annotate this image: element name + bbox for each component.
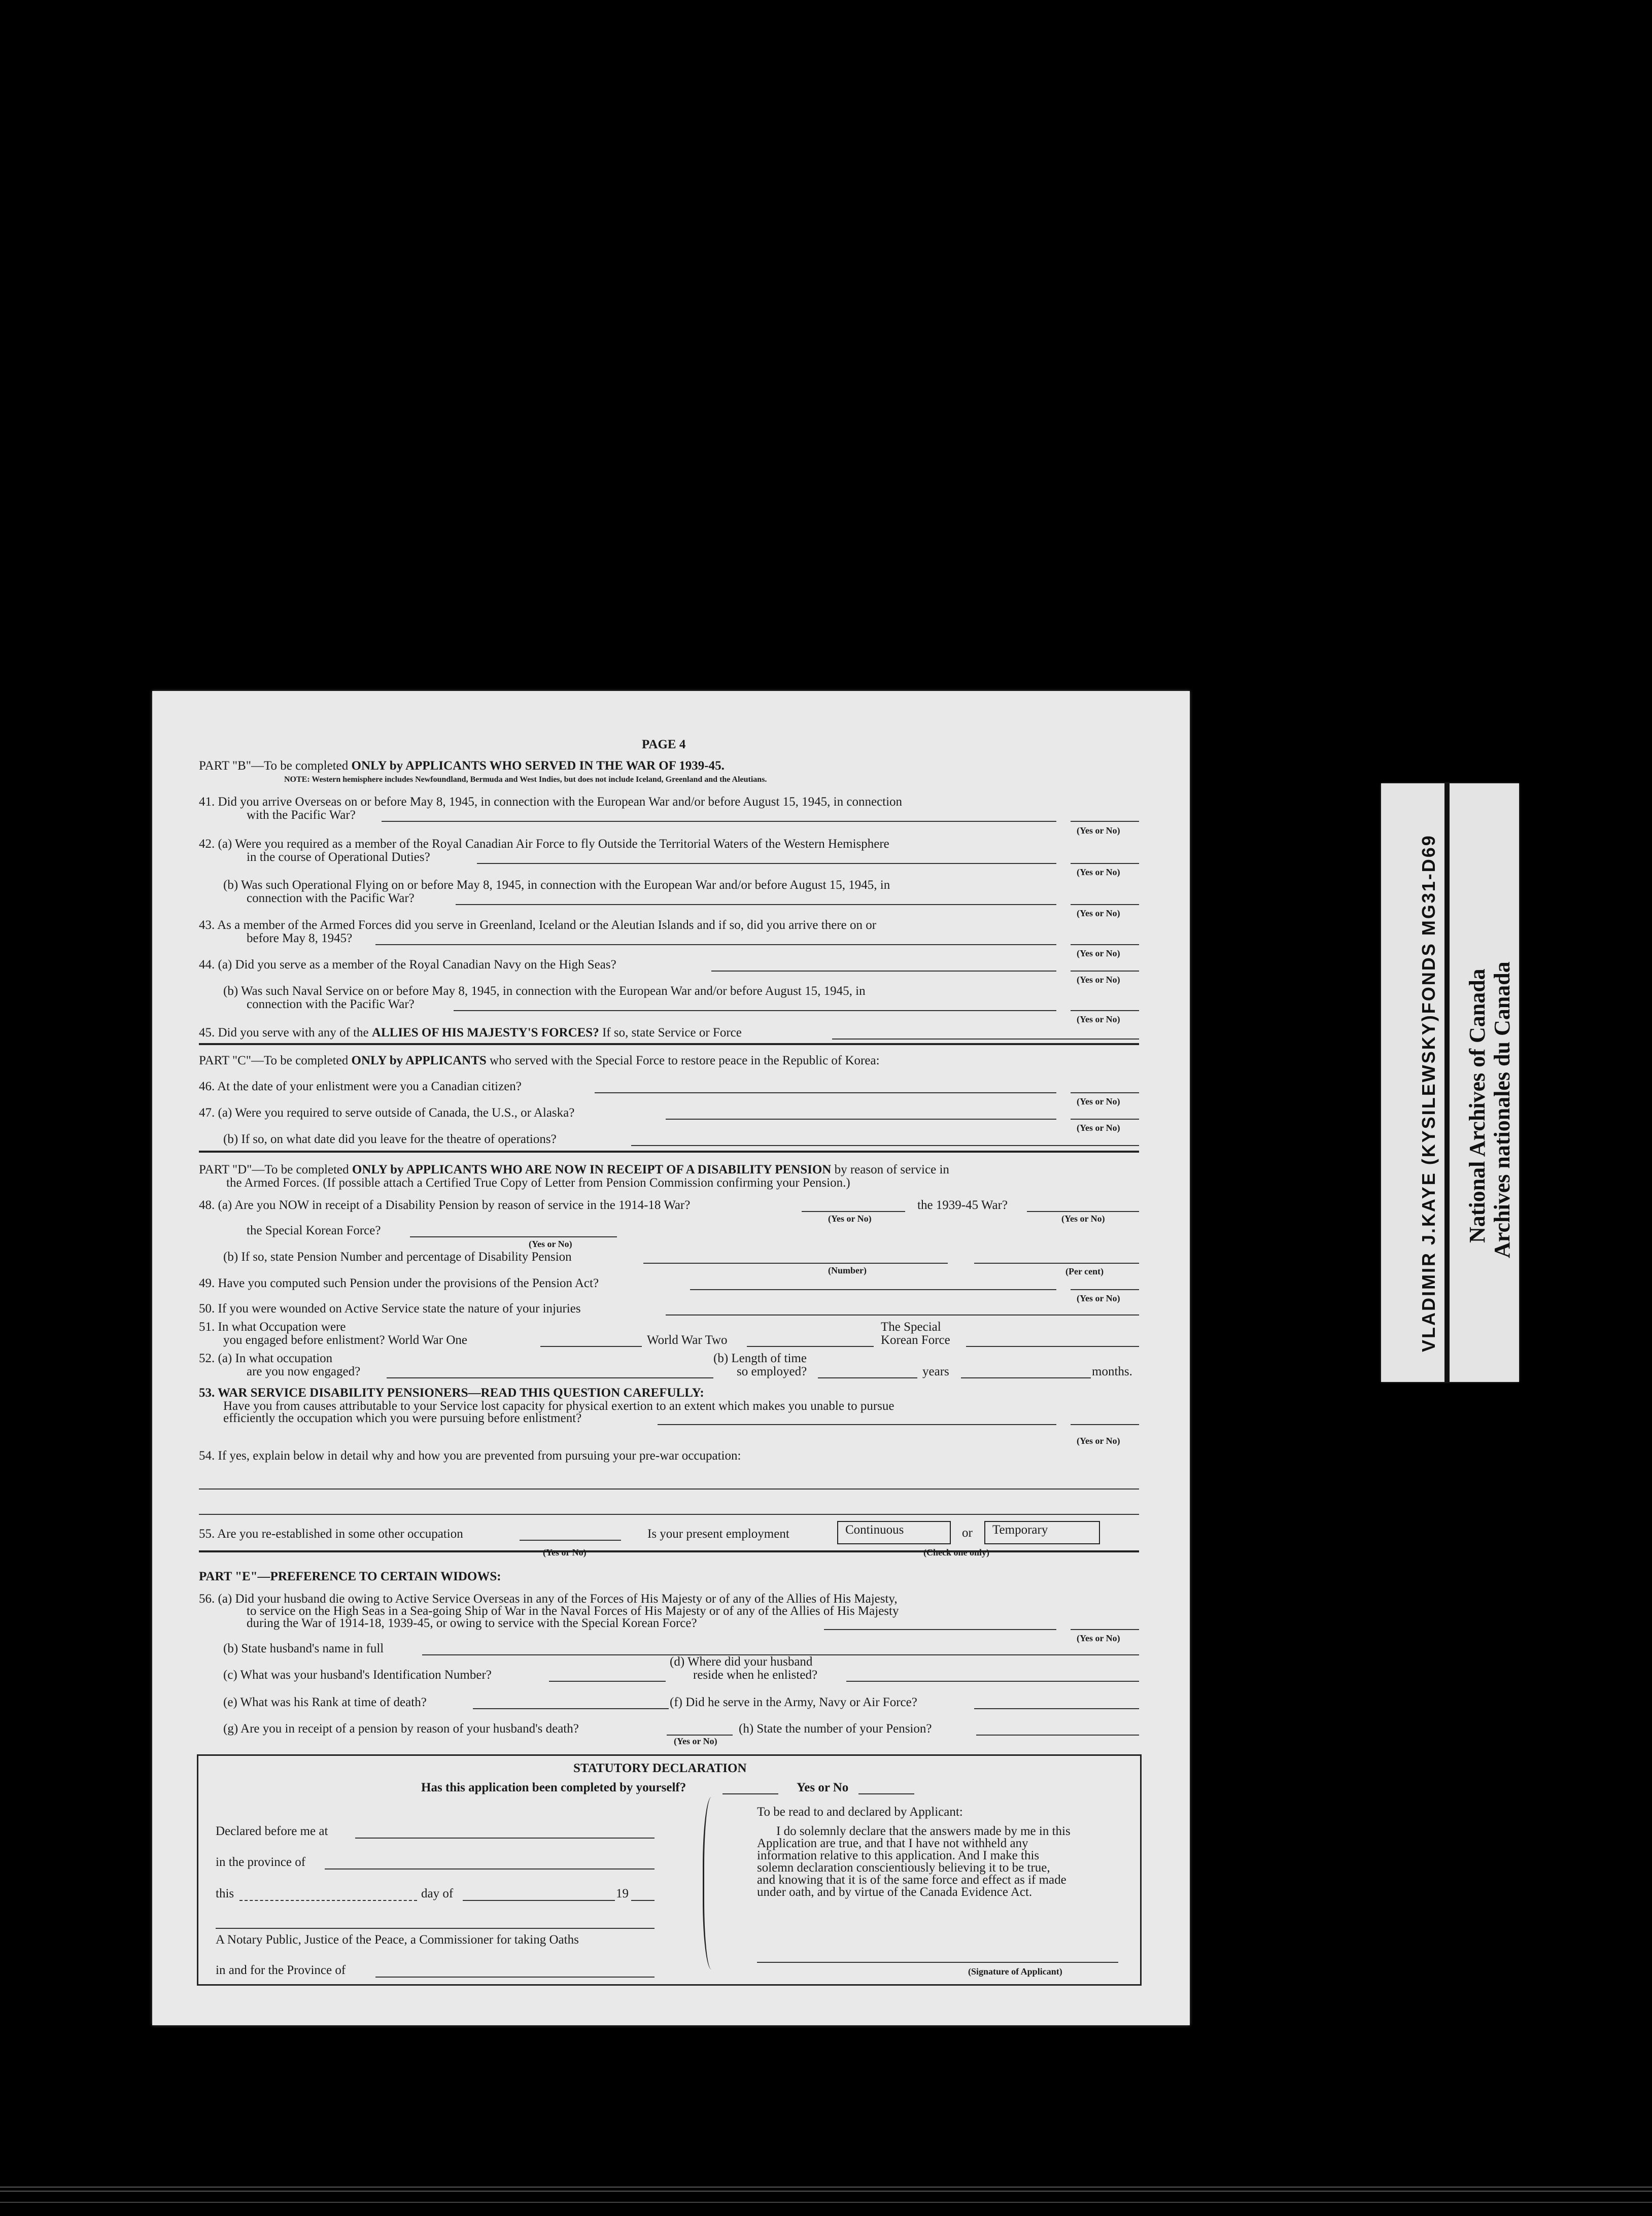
q43-yes-no-line[interactable] (1071, 944, 1139, 945)
q52b-years-label: years (922, 1365, 949, 1378)
q49-yes-no-label: (Yes or No) (1077, 1293, 1120, 1303)
q56b-text: (b) State husband's name in full (223, 1642, 384, 1655)
q53-yes-no-label: (Yes or No) (1077, 1436, 1120, 1446)
q54-answer-line-1[interactable] (199, 1488, 1139, 1490)
or-label: or (962, 1526, 973, 1540)
declaration-text-1: I do solemnly declare that the answers made by me in this (776, 1824, 1071, 1838)
q52b-months-line[interactable] (961, 1377, 1091, 1378)
q47b-text: (b) If so, on what date did you leave for the theatre of operations? (223, 1132, 557, 1146)
declaration-yes-no: Yes or No (797, 1781, 849, 1794)
q45-answer-line[interactable] (832, 1038, 1139, 1040)
q41-yes-no-label: (Yes or No) (1077, 825, 1120, 836)
q56e-answer-line[interactable] (473, 1708, 669, 1709)
q46-text: 46. At the date of your enlistment were you a Canadian citizen? (199, 1080, 522, 1093)
q51-ww2-answer-line[interactable] (747, 1346, 874, 1347)
q51-ww1-answer-line[interactable] (540, 1346, 642, 1347)
temporary-checkbox[interactable]: Temporary (984, 1521, 1100, 1544)
q55-yes-no-label: (Yes or No) (543, 1547, 587, 1557)
q48a-1914-yes-no-label: (Yes or No) (828, 1214, 872, 1224)
year-prefix: 19 (616, 1887, 629, 1900)
q47a-yes-no-line[interactable] (1071, 1119, 1139, 1120)
part-c-heading: PART "C"—To be completed ONLY by APPLICANTS who served with the Special Force to restore peace in the Republic of Korea: (199, 1054, 880, 1067)
q41-line1: 41. Did you arrive Overseas on or before May 8, 1945, in connection with the European War and/or before August 15, 1945, in connection (199, 795, 903, 809)
q51-special-line1: The Special (881, 1320, 941, 1334)
q46-answer-line[interactable] (595, 1092, 1056, 1093)
archive-label-divider (1444, 783, 1450, 1382)
part-b-heading: PART "B"—To be completed ONLY by APPLICANTS WHO SERVED IN THE WAR OF 1939-45. (199, 759, 725, 773)
day-of-line[interactable] (463, 1900, 615, 1901)
this-date-line[interactable] (239, 1900, 417, 1901)
declaration-question-line[interactable] (722, 1793, 778, 1794)
q48a-1939-label: the 1939-45 War? (917, 1198, 1008, 1212)
year-line[interactable] (631, 1900, 655, 1901)
q52b-line1: (b) Length of time (713, 1352, 807, 1365)
continuous-checkbox[interactable]: Continuous (837, 1521, 951, 1544)
declaration-brace (703, 1797, 725, 1969)
q53-yes-no-line[interactable] (1071, 1424, 1139, 1425)
province-line[interactable] (325, 1868, 655, 1869)
in-for-province-line[interactable] (375, 1977, 655, 1978)
declaration-text-4: solemn declaration conscientiously believing it to be true, (757, 1861, 1050, 1875)
q52b-years-line[interactable] (818, 1377, 917, 1378)
q43-answer-line[interactable] (375, 944, 1056, 945)
part-b-note: NOTE: Western hemisphere includes Newfoundland, Bermuda and West Indies, but does not include Iceland, Greenland and the Aleutians. (284, 775, 767, 784)
q50-text: 50. If you were wounded on Active Service state the nature of your injuries (199, 1302, 581, 1315)
q56a-line3: during the War of 1914-18, 1939-45, or owing to service with the Special Korean Force? (247, 1616, 697, 1630)
q48b-percent-line[interactable] (974, 1263, 1139, 1264)
q53-line2: Have you from causes attributable to your Service lost capacity for physical exertion to an extent which makes you unable to pursue (223, 1399, 894, 1413)
declaration-question: Has this application been completed by yourself? (421, 1781, 686, 1794)
declaration-text-2: Application are true, and that I have not withheld any (757, 1837, 1028, 1850)
q47a-text: 47. (a) Were you required to serve outside of Canada, the U.S., or Alaska? (199, 1106, 575, 1120)
q53-heading: 53. WAR SERVICE DISABILITY PENSIONERS—READ THIS QUESTION CAREFULLY: (199, 1386, 704, 1400)
q52b-line2: so employed? (737, 1365, 807, 1378)
form-page (152, 691, 1190, 2025)
q42a-answer-line[interactable] (477, 863, 1056, 864)
this-label: this (216, 1887, 234, 1900)
province-label: in the province of (216, 1855, 306, 1869)
q56a-line1: 56. (a) Did your husband die owing to Active Service Overseas in any of the Forces of His Majesty or of any of the Allies of His Majesty, (199, 1592, 898, 1606)
q56a-line2: to service on the High Seas in a Sea-going Ship of War in the Naval Forces of His Majesty or of any of the Allies of His Majesty (247, 1604, 899, 1618)
declaration-title: STATUTORY DECLARATION (573, 1761, 747, 1775)
declared-before-line[interactable] (355, 1838, 655, 1839)
q48b-text: (b) If so, state Pension Number and percentage of Disability Pension (223, 1250, 572, 1264)
q42a-yes-no-label: (Yes or No) (1077, 867, 1120, 877)
q50-answer-line[interactable] (666, 1314, 1139, 1315)
q53-answer-line[interactable] (658, 1424, 1056, 1425)
q44a-answer-line[interactable] (711, 971, 1056, 972)
q47b-answer-line[interactable] (631, 1145, 1139, 1146)
applicant-signature-label: (Signature of Applicant) (968, 1966, 1062, 1977)
q44b-yes-no-line[interactable] (1071, 1010, 1139, 1011)
q56c-text: (c) What was your husband's Identification Number? (223, 1668, 492, 1682)
q56g-answer-line[interactable] (667, 1735, 733, 1736)
q45-text: 45. Did you serve with any of the ALLIES OF HIS MAJESTY'S FORCES? If so, state Service or Force (199, 1026, 742, 1040)
q52b-months-label: months. (1092, 1365, 1132, 1378)
q48a-1939-yes-no-label: (Yes or No) (1061, 1214, 1105, 1224)
q56d-line2: reside when he enlisted? (693, 1668, 818, 1682)
q55-answer-line[interactable] (520, 1540, 621, 1541)
q44b-answer-line[interactable] (454, 1010, 1056, 1011)
q56f-text: (f) Did he serve in the Army, Navy or Air Force? (670, 1695, 917, 1709)
q42a-line2: in the course of Operational Duties? (247, 850, 430, 864)
q47a-answer-line[interactable] (666, 1119, 1056, 1120)
bottom-band-line (0, 2202, 1652, 2203)
q43-yes-no-label: (Yes or No) (1077, 948, 1120, 958)
in-for-province-label: in and for the Province of (216, 1963, 346, 1977)
declaration-yes-no-line[interactable] (858, 1793, 914, 1794)
q55-employment-label: Is your present employment (647, 1527, 789, 1541)
q42b-answer-line[interactable] (456, 904, 1056, 905)
q48b-number-label: (Number) (828, 1265, 867, 1275)
q48a-text: 48. (a) Are you NOW in receipt of a Disability Pension by reason of service in the 1914-18 War? (199, 1198, 691, 1212)
q44b-yes-no-label: (Yes or No) (1077, 1014, 1120, 1024)
q48b-percent-label: (Per cent) (1065, 1266, 1104, 1276)
q44a-yes-no-line[interactable] (1071, 971, 1139, 972)
applicant-signature-line[interactable] (757, 1962, 1118, 1963)
declared-before-label: Declared before me at (216, 1824, 328, 1838)
q46-yes-no-label: (Yes or No) (1077, 1096, 1120, 1106)
part-b-rule (199, 1043, 1139, 1045)
q42b-yes-no-line[interactable] (1071, 904, 1139, 905)
q56e-text: (e) What was his Rank at time of death? (223, 1695, 427, 1709)
q42a-yes-no-line[interactable] (1071, 863, 1139, 864)
q52a-line1: 52. (a) In what occupation (199, 1352, 333, 1365)
q51-korean-answer-line[interactable] (966, 1346, 1139, 1347)
part-e-heading: PART "E"—PREFERENCE TO CERTAIN WIDOWS: (199, 1570, 501, 1583)
part-c-rule (199, 1151, 1139, 1153)
declaration-text-6: under oath, and by virtue of the Canada Evidence Act. (757, 1885, 1032, 1899)
q54-text: 54. If yes, explain below in detail why and how you are prevented from pursuing your pre-war occupation: (199, 1449, 741, 1463)
q49-text: 49. Have you computed such Pension under the provisions of the Pension Act? (199, 1276, 599, 1290)
q42a-line1: 42. (a) Were you required as a member of the Royal Canadian Air Force to fly Outside the Territorial Waters of the Western Hemisphere (199, 837, 889, 851)
q56a-answer-line[interactable] (824, 1629, 1056, 1630)
check-one-label: (Check one only) (923, 1547, 989, 1557)
q56a-yes-no-label: (Yes or No) (1077, 1633, 1120, 1643)
q56g-yes-no-label: (Yes or No) (674, 1736, 717, 1746)
q41-line2: with the Pacific War? (247, 808, 356, 822)
q48a-korean-yes-no-label: (Yes or No) (529, 1239, 572, 1249)
q54-answer-line-2[interactable] (199, 1514, 1139, 1515)
q47a-yes-no-label: (Yes or No) (1077, 1123, 1120, 1133)
q51-line1: 51. In what Occupation were (199, 1320, 346, 1334)
q49-yes-no-line[interactable] (1071, 1289, 1139, 1290)
q49-answer-line[interactable] (690, 1289, 1056, 1290)
read-to-label: To be read to and declared by Applicant: (757, 1805, 963, 1819)
q42b-yes-no-label: (Yes or No) (1077, 908, 1120, 918)
q56d-answer-line[interactable] (846, 1681, 1139, 1682)
q56h-text: (h) State the number of your Pension? (739, 1722, 932, 1736)
q48a-korean-answer-line[interactable] (410, 1236, 617, 1237)
part-d-heading: PART "D"—To be completed ONLY by APPLICANTS WHO ARE NOW IN RECEIPT OF A DISABILITY PENSION by reason of service in (199, 1163, 949, 1176)
q41-yes-no-line[interactable] (1071, 821, 1139, 822)
q43-line1: 43. As a member of the Armed Forces did you serve in Greenland, Iceland or the Aleutian Islands and if so, did you arrive there on or (199, 918, 877, 932)
notary-signature-line[interactable] (216, 1928, 655, 1929)
declaration-text-3: information relative to this application. And I make this (757, 1849, 1040, 1862)
declaration-text-5: and knowing that it is of the same force and effect as if made (757, 1873, 1066, 1887)
q48b-number-line[interactable] (643, 1263, 948, 1264)
q42b-line1: (b) Was such Operational Flying on or before May 8, 1945, in connection with the European War and/or before August 15, 1945, in (223, 878, 890, 892)
q42b-line2: connection with the Pacific War? (247, 891, 415, 905)
part-d-heading-line2: the Armed Forces. (If possible attach a Certified True Copy of Letter from Pension Commission confirming your Pension.) (226, 1176, 850, 1190)
q52a-answer-line[interactable] (387, 1377, 713, 1378)
q51-line2: you engaged before enlistment? World War One (223, 1333, 468, 1347)
q53-line3: efficiently the occupation which you were pursuing before enlistment? (223, 1411, 582, 1425)
q46-yes-no-line[interactable] (1071, 1092, 1139, 1093)
q44a-yes-no-label: (Yes or No) (1077, 975, 1120, 985)
archive-name-fr: Archives nationales du Canada (1490, 961, 1515, 1258)
q56c-answer-line[interactable] (549, 1681, 666, 1682)
q56g-text: (g) Are you in receipt of a pension by reason of your husband's death? (223, 1722, 579, 1736)
q43-line2: before May 8, 1945? (247, 931, 353, 945)
q56a-yes-no-line[interactable] (1071, 1629, 1139, 1630)
q52a-line2: are you now engaged? (247, 1365, 361, 1378)
q51-ww2-label: World War Two (647, 1333, 728, 1347)
q44b-line2: connection with the Pacific War? (247, 997, 415, 1011)
q56f-answer-line[interactable] (974, 1708, 1139, 1709)
page-title: PAGE 4 (642, 738, 686, 751)
q56d-line1: (d) Where did your husband (670, 1655, 813, 1669)
fonds-reference: VLADIMIR J.KAYE (KYSILEWSKY)FONDS MG31-D69 (1418, 834, 1439, 1352)
q48a-1939-answer-line[interactable] (1027, 1211, 1139, 1212)
q56h-answer-line[interactable] (976, 1735, 1139, 1736)
q48a-1914-answer-line[interactable] (802, 1211, 905, 1212)
archive-name-en: National Archives of Canada (1465, 968, 1490, 1243)
q51-special-line2: Korean Force (881, 1333, 950, 1347)
q48a-korean-label: the Special Korean Force? (247, 1224, 381, 1237)
notary-label: A Notary Public, Justice of the Peace, a Commissioner for taking Oaths (216, 1933, 579, 1947)
day-of-label: day of (421, 1887, 454, 1900)
q44b-line1: (b) Was such Naval Service on or before May 8, 1945, in connection with the European War and/or before August 15, 1945, in (223, 984, 866, 998)
bottom-band (0, 2187, 1652, 2192)
part-d-rule (199, 1550, 1139, 1552)
q44a-text: 44. (a) Did you serve as a member of the Royal Canadian Navy on the High Seas? (199, 958, 616, 972)
q55-text: 55. Are you re-established in some other occupation (199, 1527, 463, 1541)
q41-answer-line[interactable] (382, 821, 1056, 822)
